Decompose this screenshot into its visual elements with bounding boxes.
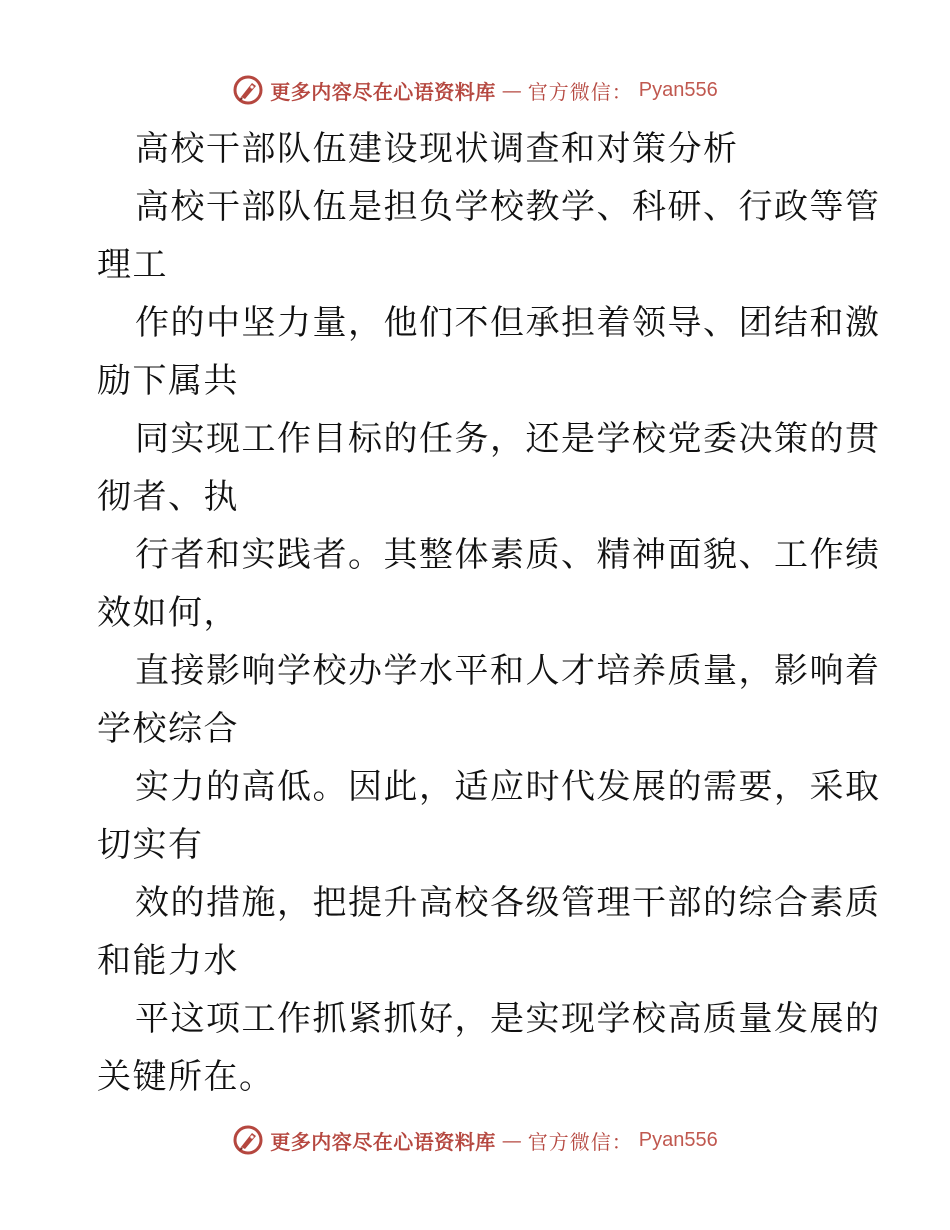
text-line: 直接影响学校办学水平和人才培养质量，影响着 [135,651,881,691]
text-line: 理工 [97,245,168,285]
text-line: 励下属共 [97,361,239,401]
text-line: 彻者、执 [97,477,239,517]
text-line: 切实有 [97,825,204,865]
document-body [97,120,881,1106]
text-line: 行者和实践者。其整体素质、精神面貌、工作绩 [135,535,881,575]
banner-wechat-id: Pyan556 [638,78,718,101]
text-line: 关键所在。 [97,1057,275,1097]
text-line: 实力的高低。因此，适应时代发展的需要，采取 [135,767,881,807]
text-line: 高校干部队伍是担负学校教学、科研、行政等管 [135,187,881,227]
banner-wechat-id: Pyan556 [638,1128,718,1151]
text-line: 作的中坚力量，他们不但承担着领导、团结和激 [135,303,881,343]
document-title: 高校干部队伍建设现状调查和对策分析 [135,129,739,169]
text-line: 学校综合 [97,709,239,749]
header-banner [0,70,950,110]
text-line: 同实现工作目标的任务，还是学校党委决策的贯 [135,419,881,459]
text-line: 平这项工作抓紧抓好，是实现学校高质量发展的 [135,999,881,1039]
footer-banner [0,1120,950,1160]
text-line: 和能力水 [97,941,239,981]
text-line: 效如何， [97,593,239,633]
pen-logo-icon [232,74,264,106]
banner-main-text: 更多内容尽在心语资料库 [270,79,496,104]
text-line: 效的措施，把提升高校各级管理干部的综合素质 [135,883,881,923]
banner-wechat-label: 官方微信： [527,1129,633,1154]
banner-dash: — [501,1128,522,1152]
banner-dash: — [501,78,522,102]
pen-logo-icon [232,1124,264,1156]
banner-wechat-label: 官方微信： [527,79,633,104]
banner-main-text: 更多内容尽在心语资料库 [270,1129,496,1154]
